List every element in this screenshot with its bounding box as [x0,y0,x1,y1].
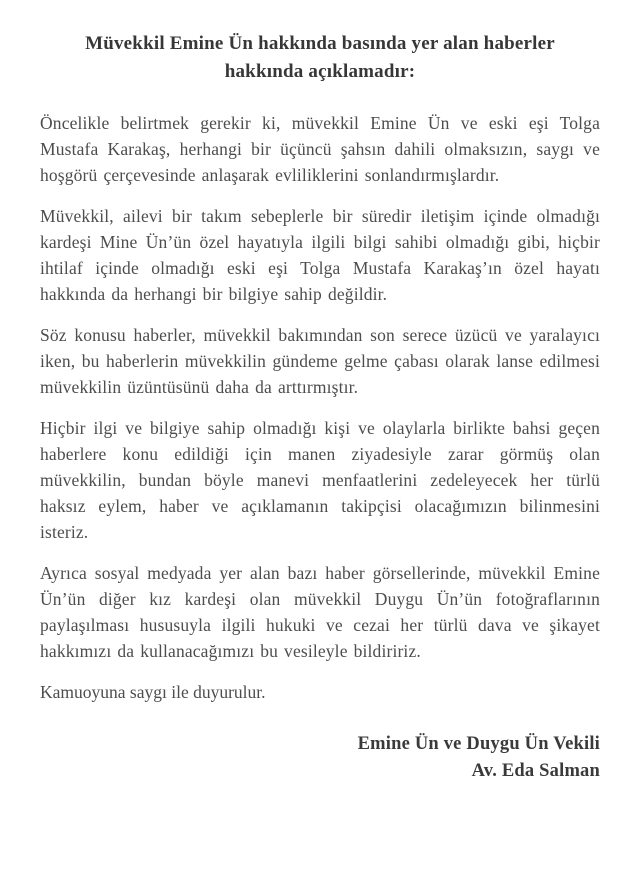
paragraph-legal-followup: Hiçbir ilgi ve bilgiye sahip olmadığı kişi ve olaylarla birlikte bahsi geçen haberlere konu edildiği için manen ziyadesiyle zarar görmüş olan müvekkilin, bundan böyle manevi menfaatlerini zedeleyecek her türlü haksız eylem, haber ve açıklamanın takipçisi olacağımızın bilinmesini isteriz. [40,418,600,542]
paragraph-photo-rights: Ayrıca sosyal medyada yer alan bazı haber görsellerinde, müvekkil Emine Ün’ün diğer kız kardeşi olan müvekkil Duygu Ün’ün fotoğraflarının paylaşılması hususuyla ilgili hukuki ve cezai her türlü dava ve şikayet hakkımızı da kullanacağımızı bu vesileyle bildiririz. [40,563,600,661]
document-title: Müvekkil Emine Ün hakkında basında yer alan haberler hakkında açıklamadır: [85,33,555,82]
paragraph-divorce-statement: Öncelikle belirtmek gerekir ki, müvekkil Emine Ün ve eski eşi Tolga Mustafa Karakaş, herhangi bir üçüncü şahsın dahili olmaksızın, saygı ve hoşgörü çerçevesinde anlaşarak evliliklerini sonlandırmışlardır. [40,113,600,185]
signature-block [40,731,600,785]
paragraph-no-knowledge: Müvekkil, ailevi bir takım sebeplerle bir süredir iletişim içinde olmadığı kardeşi Mine Ün’ün özel hayatıyla ilgili bilgi sahibi olmadığı gibi, hiçbir ihtilaf içinde olmadığı eski eşi Tolga Mustafa Karakaş’ın özel hayatı hakkında da herhangi bir bilgiye sahip değildir. [40,206,600,304]
paragraph-upsetting-news: Söz konusu haberler, müvekkil bakımından son serece üzücü ve yaralayıcı iken, bu haberlerin müvekkilin gündeme gelme çabası olarak lanse edilmesi müvekkilin üzüntüsünü daha da arttırmıştır. [40,325,600,397]
signature-name: Av. Eda Salman [471,761,600,781]
closing-line: Kamuoyuna saygı ile duyurulur. [40,682,266,702]
signature-role: Emine Ün ve Duygu Ün Vekili [357,734,600,754]
